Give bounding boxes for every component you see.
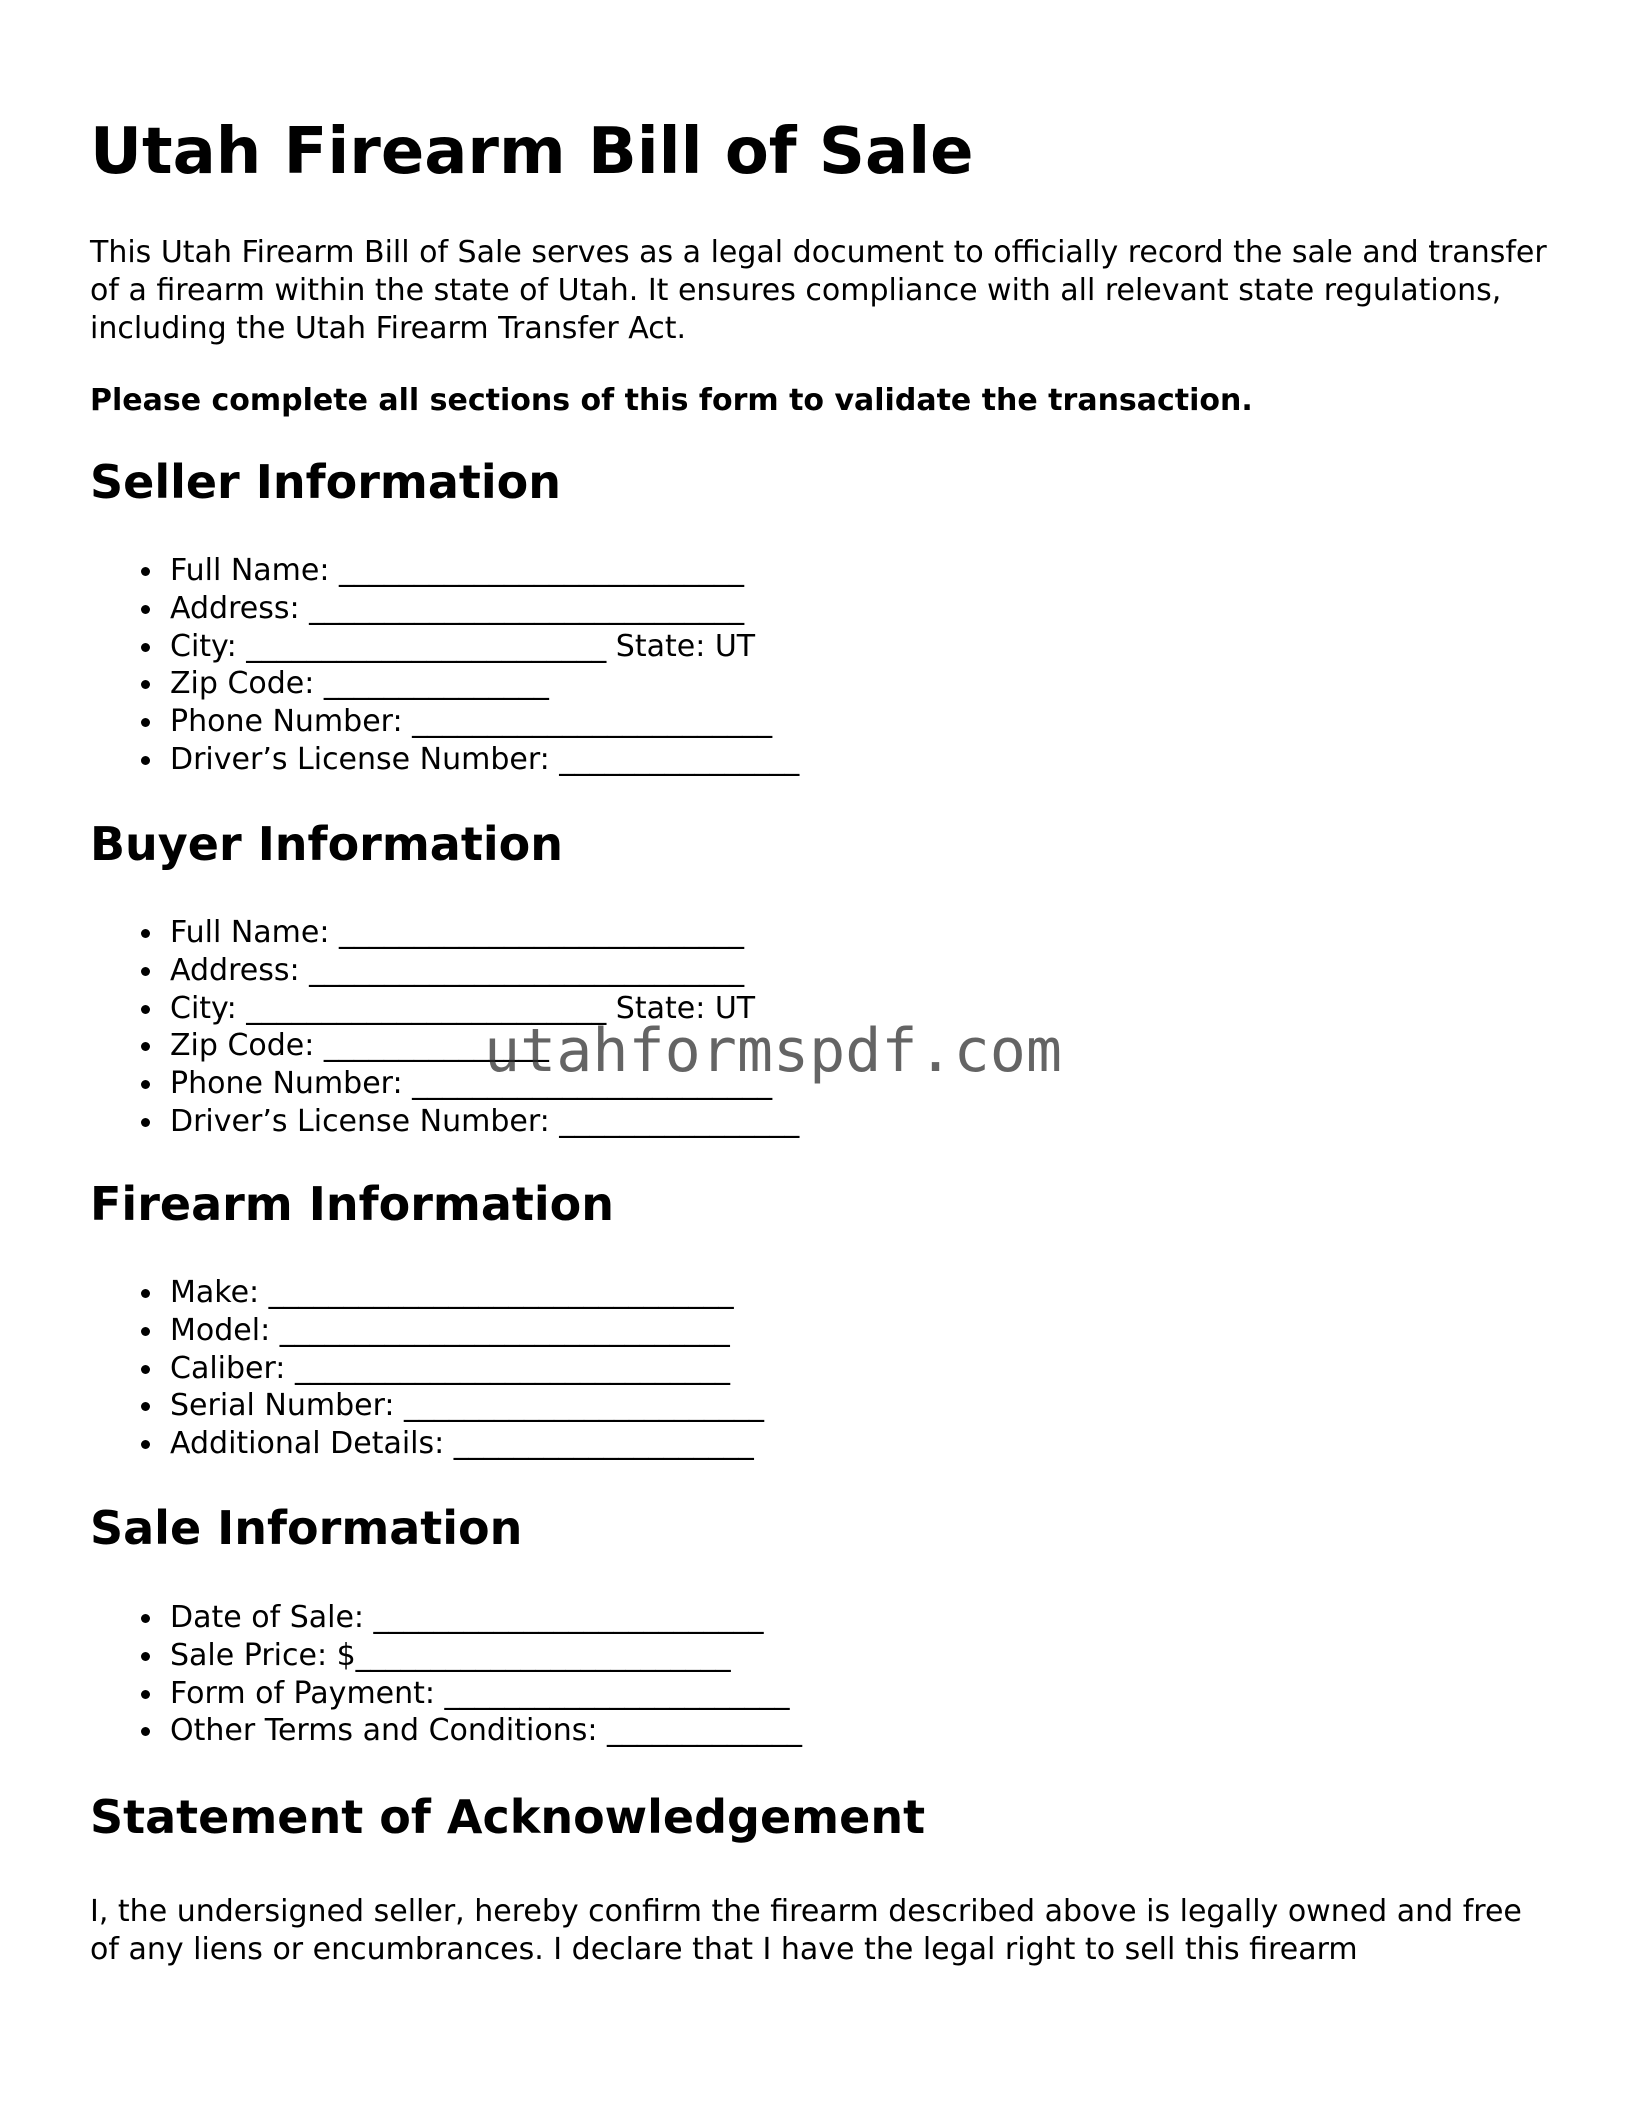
buyer-phone-field[interactable]: Phone Number: ________________________ <box>170 1065 799 1103</box>
firearm-details-field[interactable]: Additional Details: ____________________ <box>170 1425 764 1463</box>
sale-fields-list <box>90 1599 802 1750</box>
buyer-full-name-field[interactable]: Full Name: ___________________________ <box>170 914 799 952</box>
watermark-text: utahformspdf.com <box>484 1016 1062 1086</box>
sale-date-field[interactable]: Date of Sale: __________________________ <box>170 1599 802 1637</box>
sale-payment-field[interactable]: Form of Payment: _______________________ <box>170 1675 802 1713</box>
firearm-make-field[interactable]: Make: _______________________________ <box>170 1274 764 1312</box>
seller-address-field[interactable]: Address: _____________________________ <box>170 590 799 628</box>
intro-paragraph: This Utah Firearm Bill of Sale serves as a legal document to officially record the sale and transfer of a firearm within the state of Utah. It ensures compliance with all relevant state regulations, including the Utah Firearm Transfer Act. <box>90 235 1547 346</box>
seller-zip-field[interactable]: Zip Code: _______________ <box>170 665 799 703</box>
buyer-city-field[interactable]: City: ________________________ State: UT <box>170 990 799 1028</box>
firearm-section-heading: Firearm Information <box>90 1177 614 1231</box>
firearm-serial-field[interactable]: Serial Number: ________________________ <box>170 1388 765 1424</box>
buyer-address-field[interactable]: Address: _____________________________ <box>170 952 799 990</box>
seller-license-field[interactable]: Driver’s License Number: ________________ <box>170 741 800 777</box>
buyer-zip-field[interactable]: Zip Code: _______________ <box>170 1027 799 1065</box>
page-title: Utah Firearm Bill of Sale <box>90 115 974 189</box>
instruction-text: Please complete all sections of this form to validate the transaction. <box>90 383 1253 418</box>
seller-city-field[interactable]: City: ________________________ State: UT <box>170 628 799 666</box>
sale-price-field[interactable]: Sale Price: $_________________________ <box>170 1637 802 1675</box>
acknowledgement-section-heading: Statement of Acknowledgement <box>90 1790 926 1844</box>
firearm-model-field[interactable]: Model: ______________________________ <box>170 1312 764 1350</box>
buyer-section-heading: Buyer Information <box>90 817 563 871</box>
acknowledgement-paragraph: I, the undersigned seller, hereby confirm the firearm described above is legally owned and free of any liens or encumbrances. I declare that I have the legal right to sell this firearm <box>90 1894 1522 1967</box>
sale-section-heading: Sale Information <box>90 1501 523 1555</box>
firearm-fields-list <box>90 1274 764 1463</box>
firearm-caliber-field[interactable]: Caliber: _____________________________ <box>170 1350 764 1388</box>
sale-terms-field[interactable]: Other Terms and Conditions: _____________ <box>170 1713 803 1749</box>
seller-full-name-field[interactable]: Full Name: ___________________________ <box>170 552 799 590</box>
seller-section-heading: Seller Information <box>90 455 562 509</box>
buyer-license-field[interactable]: Driver’s License Number: ________________ <box>170 1103 800 1139</box>
seller-phone-field[interactable]: Phone Number: ________________________ <box>170 703 799 741</box>
seller-fields-list <box>90 552 799 779</box>
